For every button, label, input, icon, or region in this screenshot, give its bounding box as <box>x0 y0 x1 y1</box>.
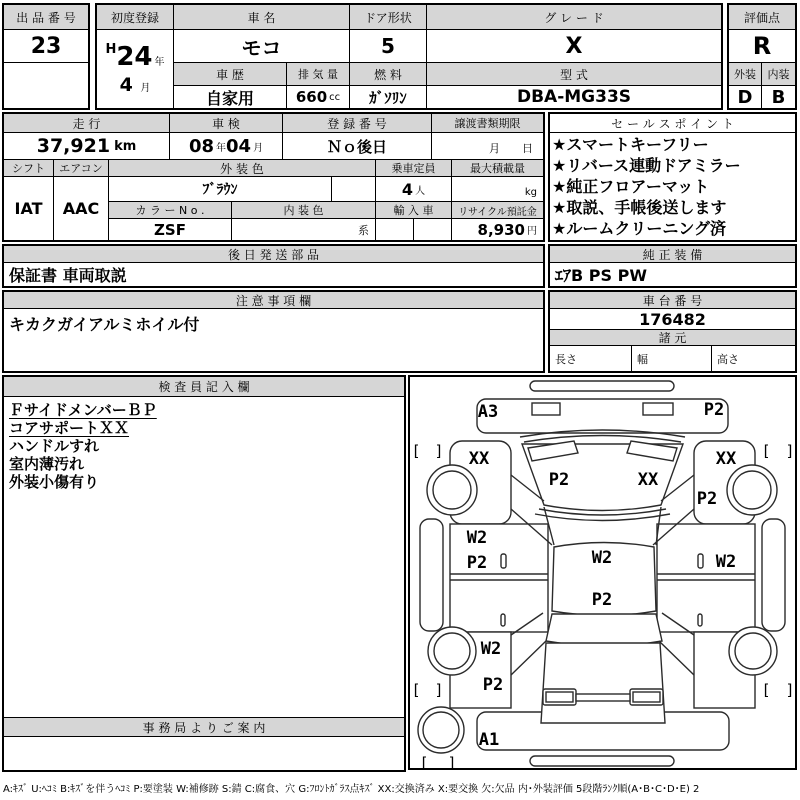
damage-code-label: W2 <box>591 548 613 568</box>
ext-color-value: ﾌﾞﾗｳﾝ <box>109 177 332 202</box>
notes-box <box>2 290 545 373</box>
vehicle-header-box <box>95 3 723 110</box>
auction-no-value: 23 <box>4 30 88 63</box>
shift-value: IAT <box>4 177 54 240</box>
doors-right <box>657 524 755 632</box>
auction-no-box <box>2 3 90 110</box>
ext-color-extra-cell <box>332 177 376 202</box>
damage-code-label: XX <box>468 449 490 469</box>
office-notice-title: 事 務 局 よ り ご 案 内 <box>4 717 404 737</box>
sales-points-list <box>550 134 795 240</box>
office-notice-content <box>4 737 404 770</box>
notes-value: キカクガイアルミホイル付 <box>9 315 200 333</box>
chassis-value: 176482 <box>550 309 795 330</box>
hatch-bar <box>576 694 630 701</box>
headlight-right <box>643 403 673 415</box>
inspector-line: 室内薄汚れ <box>9 455 85 473</box>
fuel-value: ｶﾞｿﾘﾝ <box>350 86 427 108</box>
wheel-rear-right <box>729 627 777 675</box>
aircon-value: AAC <box>54 177 109 240</box>
recycle-label: リサイクル預託金 <box>452 202 543 219</box>
color-no-label: カ ラ ー N o . <box>109 202 232 219</box>
spec-length: 長さ <box>550 346 632 371</box>
later-parts-box <box>2 244 545 288</box>
door-handle-left-front <box>501 554 506 568</box>
genuine-equipment-box <box>548 244 797 288</box>
damage-code-label: P2 <box>466 553 488 573</box>
history-value: 自家用 <box>174 86 287 108</box>
damage-code-label: P2 <box>591 590 613 610</box>
car-name-label: 車 名 <box>174 5 350 30</box>
diagram-bracket: [ <box>419 754 429 770</box>
diagram-bracket: ] <box>447 754 457 770</box>
first-reg-label: 初度登録 <box>97 5 174 30</box>
color-no-value: ZSF <box>109 219 232 240</box>
first-reg-era: H <box>105 42 117 57</box>
inspector-lines <box>4 401 404 715</box>
inspector-line: ハンドルすれ <box>9 437 100 455</box>
score-value: R <box>729 30 795 63</box>
headlight-left <box>532 403 560 415</box>
damage-code-label: W2 <box>715 552 737 572</box>
doors-left <box>450 524 548 632</box>
history-label: 車 歴 <box>174 63 287 86</box>
max-load-label: 最大積載量 <box>452 160 543 177</box>
aircon-label: エアコン <box>54 160 109 177</box>
import-label: 輸 入 車 <box>376 202 452 219</box>
rear-garnish <box>530 756 674 766</box>
legend-text: A:ｷｽﾞ U:ﾍｺﾐ B:ｷｽﾞを伴うﾍｺﾐ P:要塗装 W:補修跡 S:錆 C:腐食、穴 G:ﾌﾛﾝﾄｶﾞﾗｽ点ｷｽﾞ XX:交換済み X:要交換 欠:欠品 内･外装評価 5段階ﾗﾝｸ順(A･B･C･D･E) 2 <box>3 784 700 795</box>
sales-point-item: ★リバース連動ドアミラー <box>552 156 741 175</box>
hatch <box>541 643 665 723</box>
grade-label: グ レ ー ド <box>427 5 721 30</box>
front-garnish <box>530 381 674 391</box>
spec-height: 高さ <box>717 352 739 366</box>
notes-title: 注 意 事 項 欄 <box>4 292 543 309</box>
diagram-bracket: [ <box>411 442 421 460</box>
inspection-label: 車 検 <box>170 114 283 133</box>
max-load-value: kg <box>452 177 543 202</box>
inspector-title: 検 査 員 記 入 欄 <box>4 377 404 397</box>
sales-points-box <box>548 112 797 242</box>
displacement-label: 排 気 量 <box>287 63 350 86</box>
int-color-value: 系 <box>232 219 376 240</box>
damage-code-label: A1 <box>478 730 500 750</box>
sales-point-item: ★取説、手帳後送します <box>552 198 727 217</box>
ext-color-label: 外 装 色 <box>109 160 376 177</box>
front-bumper <box>477 399 728 433</box>
door-shape-label: ドア形状 <box>350 5 427 30</box>
damage-code-label: W2 <box>466 528 488 548</box>
diagram-bracket: ] <box>785 681 795 699</box>
damage-code-label: P2 <box>696 489 718 509</box>
import-cell-2 <box>414 219 452 240</box>
inspector-box <box>2 375 406 772</box>
specs-title: 諸 元 <box>550 330 795 346</box>
damage-code-label: W2 <box>480 639 502 659</box>
info-box <box>2 112 545 242</box>
model-code-value: DBA-MG33S <box>516 87 632 107</box>
wheel-front-left <box>427 465 477 515</box>
damage-code-label: P2 <box>703 400 725 420</box>
door-handle-right-front <box>698 554 703 568</box>
first-reg-month: 4 <box>119 74 133 96</box>
inspector-line: ＦサイドメンバーＢＰ <box>9 401 157 419</box>
first-reg-month-unit: 月 <box>140 83 151 94</box>
interior-value: B <box>771 86 786 108</box>
fuel-label: 燃 料 <box>350 63 427 86</box>
sales-points-title: セ ー ル ス ポ イ ン ト <box>550 114 795 133</box>
genuine-equipment-value: ｴｱB PS PW <box>555 266 647 285</box>
rear-window <box>546 614 662 646</box>
damage-code-label: XX <box>715 449 737 469</box>
sales-point-item: ★スマートキーフリー <box>552 135 709 154</box>
diagram-bracket: [ <box>761 681 771 699</box>
spare-wheel <box>418 707 464 753</box>
inspection-value: 08 年 04 月 <box>170 133 283 160</box>
side-sill-right <box>762 519 785 631</box>
first-reg-year-unit: 年 <box>154 57 165 68</box>
diagram-bracket: ] <box>434 442 444 460</box>
diagram-bracket: ] <box>434 681 444 699</box>
import-cell-1 <box>376 219 414 240</box>
displacement-value: 660 cc <box>287 86 350 108</box>
diagram-bracket: [ <box>411 681 421 699</box>
transfer-deadline-label: 譲渡書類期限 <box>432 114 543 133</box>
grade-value: X <box>427 30 721 63</box>
reg-no-label: 登 録 番 号 <box>283 114 432 133</box>
mileage-value: 37,921 km <box>4 133 170 160</box>
inspector-line: 外装小傷有り <box>9 473 100 491</box>
door-handle-right-rear <box>698 614 702 626</box>
damage-code-label: A3 <box>477 402 499 422</box>
model-code-label: 型 式 <box>427 63 721 86</box>
score-box <box>727 3 797 110</box>
first-reg-value <box>97 30 174 108</box>
int-color-label: 内 装 色 <box>232 202 376 219</box>
capacity-label: 乗車定員 <box>376 160 452 177</box>
auction-no-empty <box>4 63 88 108</box>
wheel-rear-left <box>428 627 476 675</box>
sales-point-item: ★ルームクリーニング済 <box>552 219 727 238</box>
recycle-value: 8,930 円 <box>477 220 537 239</box>
exterior-value: D <box>729 86 762 108</box>
transfer-deadline-value: 月 日 <box>432 133 543 160</box>
door-shape-value: 5 <box>350 30 427 63</box>
mileage-label: 走 行 <box>4 114 170 133</box>
wheel-front-right <box>727 465 777 515</box>
damage-code-label: P2 <box>548 470 570 490</box>
damage-code-label: P2 <box>482 675 504 695</box>
reg-no-value: Ｎｏ後日 <box>283 133 432 160</box>
score-label: 評価点 <box>729 5 795 30</box>
capacity-value: 4 人 <box>376 177 452 202</box>
car-name-value: モコ <box>174 30 350 63</box>
chassis-title: 車 台 番 号 <box>550 292 795 309</box>
sales-point-item: ★純正フロアーマット <box>552 177 710 196</box>
displacement-unit: cc <box>329 91 341 103</box>
shift-label: シフト <box>4 160 54 177</box>
car-damage-diagram <box>408 375 797 770</box>
diagram-bracket: [ <box>761 442 771 460</box>
later-parts-value: 保証書 車両取説 <box>9 266 127 285</box>
chassis-box <box>548 290 797 373</box>
inspector-line: コアサポートＸＸ <box>9 419 130 437</box>
door-handle-left-rear <box>501 614 505 626</box>
spec-width: 幅 <box>632 346 712 371</box>
side-sill-left <box>420 519 443 631</box>
interior-label: 内装 <box>762 63 795 86</box>
auction-no-label: 出 品 番 号 <box>4 5 88 30</box>
mileage-unit: km <box>114 138 137 154</box>
later-parts-title: 後 日 発 送 部 品 <box>4 246 543 263</box>
genuine-equipment-title: 純 正 装 備 <box>550 246 795 263</box>
exterior-label: 外装 <box>729 63 762 86</box>
diagram-bracket: ] <box>785 442 795 460</box>
first-reg-year: 24 <box>116 42 153 72</box>
damage-code-label: XX <box>637 470 659 490</box>
